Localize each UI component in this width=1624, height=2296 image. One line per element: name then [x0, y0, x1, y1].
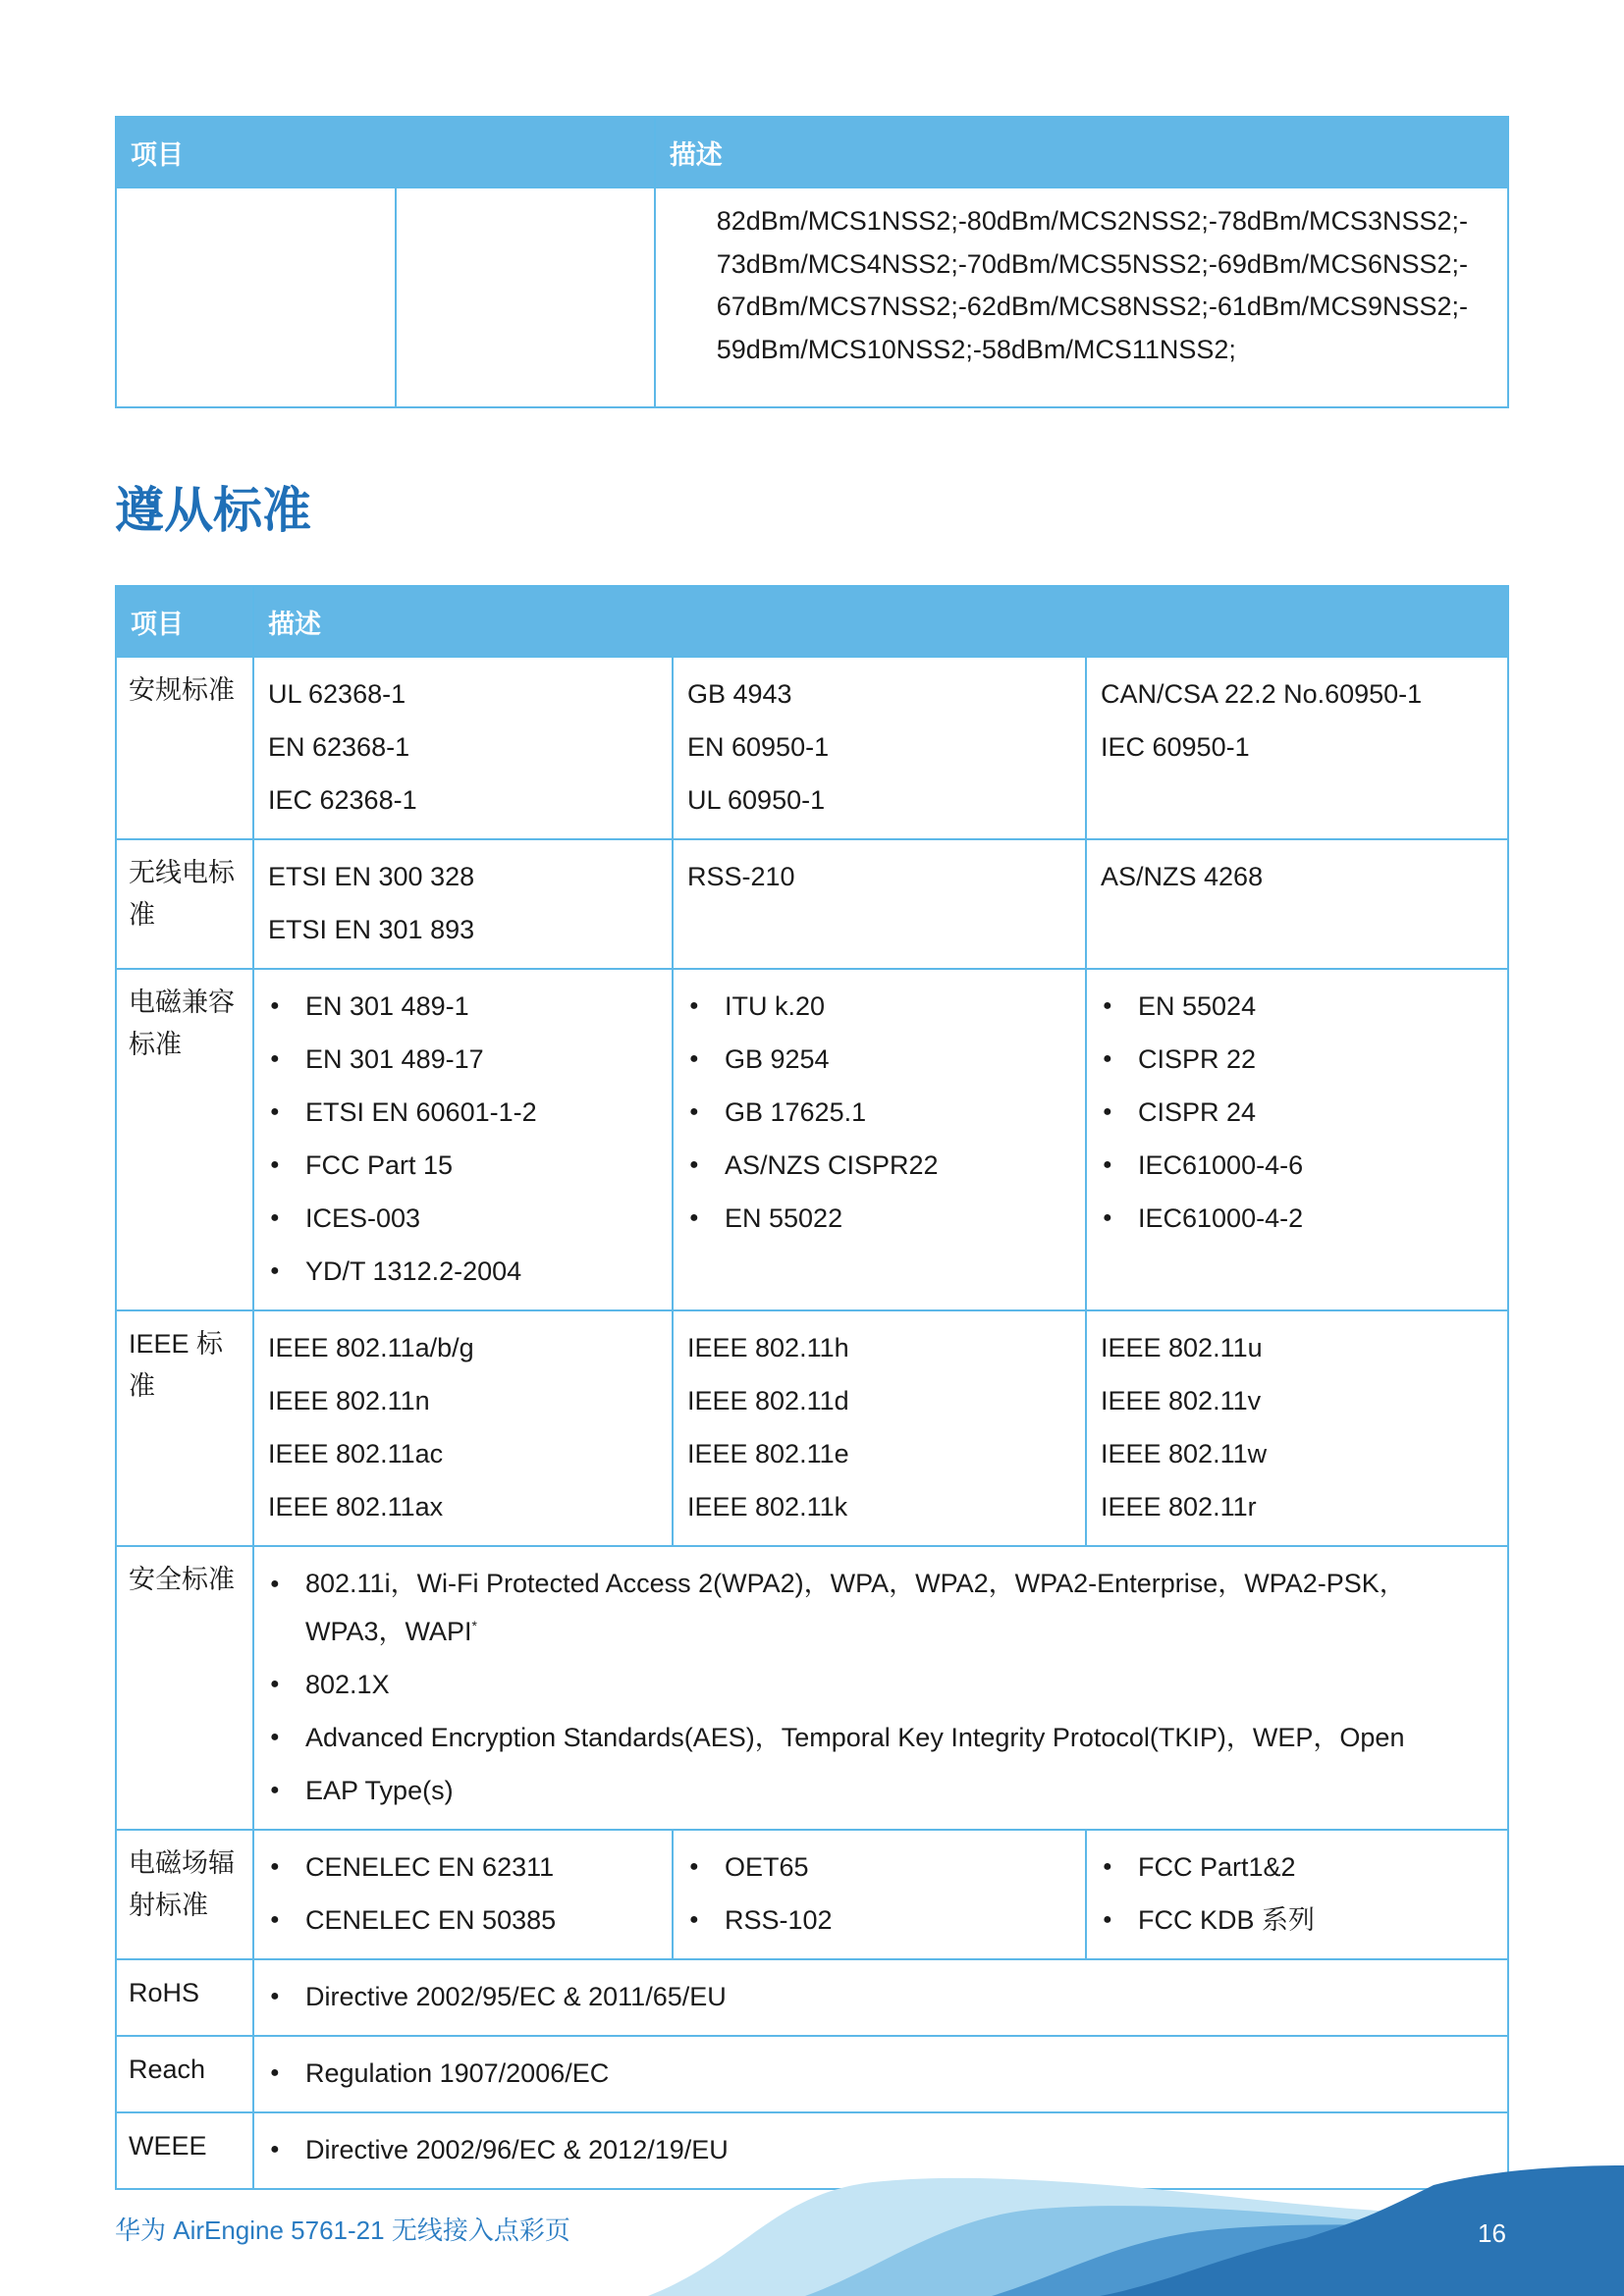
mcs-line: 73dBm/MCS4NSS2;-70dBm/MCS5NSS2;-69dBm/MCS6NSS2;-	[716, 248, 1468, 279]
list-item: ● Directive 2002/96/EC & 2012/19/EU	[268, 2123, 1493, 2176]
list-item: ● CISPR 24	[1101, 1086, 1493, 1139]
standard-item: EN 60950-1	[687, 732, 830, 762]
header-item: 项目	[116, 586, 253, 657]
list-item: ● FCC Part 15	[268, 1139, 658, 1192]
row-label: 安规标准	[116, 657, 253, 839]
list-item: ● RSS-102	[687, 1894, 1071, 1947]
standard-item: IEEE 802.11u	[1101, 1333, 1263, 1362]
mcs-line: 59dBm/MCS10NSS2;-58dBm/MCS11NSS2;	[716, 334, 1236, 364]
standard-item: AS/NZS 4268	[1101, 862, 1264, 891]
security-protocols-text: 802.11i，Wi-Fi Protected Access 2(WPA2)，WPA，WPA2，WPA2-Enterprise，WPA2-PSK，WPA3，WAPI	[305, 1569, 1406, 1646]
standard-item: IEEE 802.11n	[268, 1386, 430, 1415]
row-label: 安全标准	[116, 1546, 253, 1830]
section-title: 遵从标准	[115, 482, 311, 539]
standard-item: IEEE 802.11a/b/g	[268, 1333, 474, 1362]
list-item: ● OET65	[687, 1841, 1071, 1894]
mcs-line: 67dBm/MCS7NSS2;-62dBm/MCS8NSS2;-61dBm/MCS9NSS2;-	[716, 292, 1468, 321]
list-item: ● IEC61000-4-6	[1101, 1139, 1493, 1192]
mcs-line: 82dBm/MCS1NSS2;-80dBm/MCS2NSS2;-78dBm/MCS3NSS2;-	[716, 206, 1468, 236]
standard-item: IEC 62368-1	[268, 785, 417, 815]
row-label: IEEE 标准	[116, 1310, 253, 1546]
list-item: ● ICES-003	[268, 1192, 658, 1245]
list-item: ● YD/T 1312.2-2004	[268, 1245, 658, 1298]
list-item: ● FCC KDB 系列	[1101, 1894, 1493, 1947]
list-item: ● AS/NZS CISPR22	[687, 1139, 1071, 1192]
list-item: ● EN 55024	[1101, 980, 1493, 1033]
standard-item: IEEE 802.11v	[1101, 1386, 1262, 1415]
list-item: ● Advanced Encryption Standards(AES)，Temporal Key Integrity Protocol(TKIP)，WEP，Open	[268, 1711, 1493, 1764]
standard-item: UL 60950-1	[687, 785, 826, 815]
standard-item: IEEE 802.11h	[687, 1333, 849, 1362]
row-label: RoHS	[116, 1959, 253, 2036]
row-label: Reach	[116, 2036, 253, 2112]
standard-item: ETSI EN 301 893	[268, 915, 475, 944]
standard-item: IEC 60950-1	[1101, 732, 1250, 762]
list-item: ● GB 17625.1	[687, 1086, 1071, 1139]
list-item: ● FCC Part1&2	[1101, 1841, 1493, 1894]
list-item: ● ITU k.20	[687, 980, 1071, 1033]
header-item: 项目	[116, 117, 655, 187]
standard-item: IEEE 802.11e	[687, 1439, 849, 1468]
footnote-marker: *	[471, 1618, 477, 1633]
list-item: ● CENELEC EN 50385	[268, 1894, 658, 1947]
list-item: ● EN 301 489-1	[268, 980, 658, 1033]
standard-item: UL 62368-1	[268, 679, 406, 709]
standard-item: ETSI EN 300 328	[268, 862, 475, 891]
standard-item: IEEE 802.11r	[1101, 1492, 1257, 1522]
header-description: 描述	[655, 117, 1508, 187]
row-label: 电磁兼容标准	[116, 969, 253, 1310]
list-item: ● EN 55022	[687, 1192, 1071, 1245]
standard-item: CAN/CSA 22.2 No.60950-1	[1101, 679, 1423, 709]
row-label: 无线电标准	[116, 839, 253, 969]
list-item: ● CISPR 22	[1101, 1033, 1493, 1086]
standard-item: IEEE 802.11ax	[268, 1492, 444, 1522]
standard-item: RSS-210	[687, 862, 795, 891]
standard-item: IEEE 802.11ac	[268, 1439, 444, 1468]
list-item: ● Directive 2002/95/EC & 2011/65/EU	[268, 1970, 1493, 2023]
page-number: 16	[1478, 2218, 1506, 2248]
standard-item: GB 4943	[687, 679, 792, 709]
footer-title: 华为 AirEngine 5761-21 无线接入点彩页	[115, 2216, 570, 2245]
list-item: ● GB 9254	[687, 1033, 1071, 1086]
list-item: ● 802.1X	[268, 1658, 1493, 1711]
standard-item: IEEE 802.11k	[687, 1492, 848, 1522]
list-item: ● EN 301 489-17	[268, 1033, 658, 1086]
header-description: 描述	[253, 586, 1508, 657]
row-label: WEEE	[116, 2112, 253, 2189]
standard-item: IEEE 802.11w	[1101, 1439, 1268, 1468]
list-item: ● EAP Type(s)	[268, 1764, 1493, 1817]
list-item: ● CENELEC EN 62311	[268, 1841, 658, 1894]
row-label: 电磁场辐射标准	[116, 1830, 253, 1959]
list-item: ● Regulation 1907/2006/EC	[268, 2047, 1493, 2100]
standard-item: EN 62368-1	[268, 732, 410, 762]
list-item: ● IEC61000-4-2	[1101, 1192, 1493, 1245]
standard-item: IEEE 802.11d	[687, 1386, 849, 1415]
list-item: ● ETSI EN 60601-1-2	[268, 1086, 658, 1139]
